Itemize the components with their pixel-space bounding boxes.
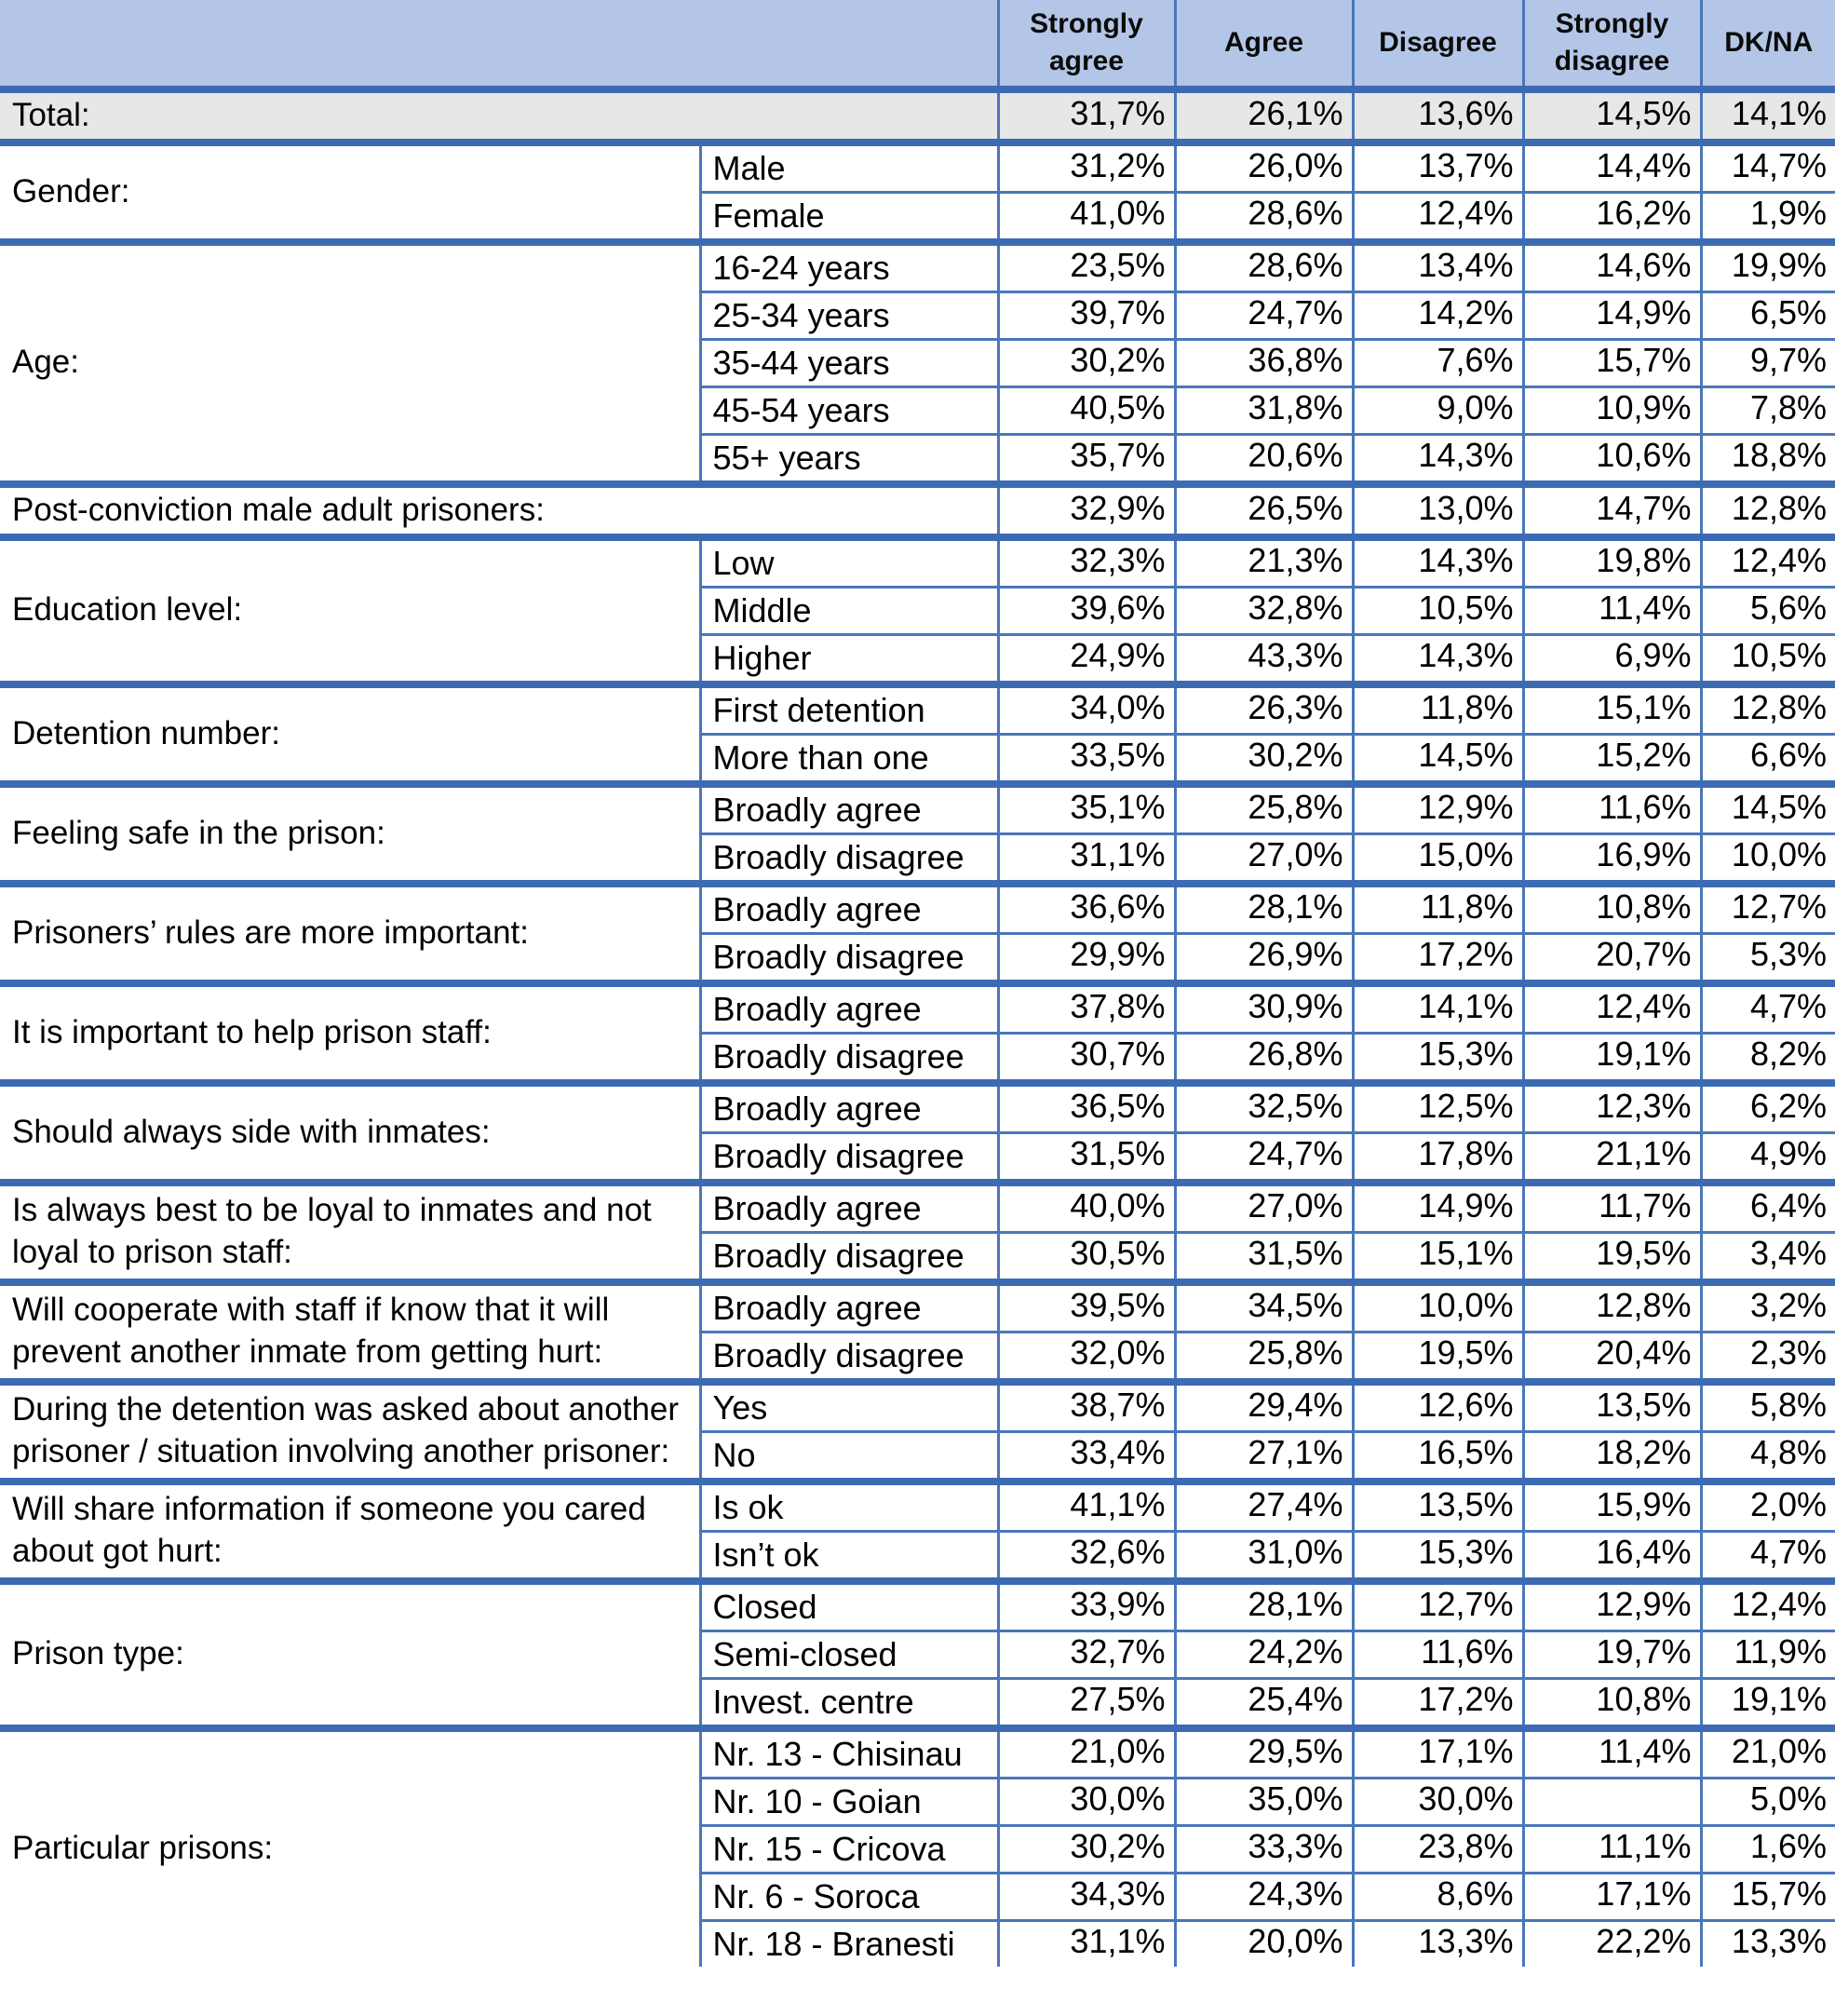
value-cell: 28,1% [1175, 1581, 1353, 1631]
category-label: Total: [0, 89, 998, 142]
subcategory-label: Isn’t ok [700, 1531, 998, 1581]
value-cell: 20,6% [1175, 434, 1353, 484]
value-cell: 41,0% [998, 192, 1175, 242]
value-cell: 37,8% [998, 983, 1175, 1034]
value-cell: 14,1% [1353, 983, 1523, 1034]
category-label: Education level: [0, 537, 700, 684]
table-row [0, 89, 1835, 142]
subcategory-label: 16-24 years [700, 242, 998, 292]
value-cell: 29,5% [1175, 1728, 1353, 1779]
value-cell: 4,8% [1701, 1431, 1835, 1482]
value-cell: 23,8% [1353, 1825, 1523, 1873]
value-cell: 34,0% [998, 684, 1175, 735]
value-cell: 15,0% [1353, 833, 1523, 884]
value-cell: 11,6% [1353, 1630, 1523, 1678]
value-cell: 31,2% [998, 142, 1175, 193]
value-cell: 12,9% [1353, 784, 1523, 834]
value-cell: 23,5% [998, 242, 1175, 292]
table-body [0, 89, 1835, 1967]
value-cell: 13,5% [1523, 1382, 1701, 1432]
value-cell: 5,3% [1701, 933, 1835, 983]
category-label: Age: [0, 242, 700, 484]
value-cell: 39,6% [998, 587, 1175, 634]
value-cell: 5,6% [1701, 587, 1835, 634]
table-row [0, 1083, 1835, 1133]
value-cell: 27,0% [1175, 833, 1353, 884]
category-label: During the detention was asked about another prisoner / situation involving another prisoner: [0, 1382, 700, 1482]
value-cell: 12,4% [1701, 537, 1835, 588]
value-cell: 19,8% [1523, 537, 1701, 588]
value-cell: 18,2% [1523, 1431, 1701, 1482]
value-cell: 7,6% [1353, 339, 1523, 386]
value-cell: 35,7% [998, 434, 1175, 484]
value-cell: 13,3% [1353, 1920, 1523, 1967]
value-cell: 6,4% [1701, 1183, 1835, 1233]
value-cell: 31,5% [998, 1132, 1175, 1183]
category-label: It is important to help prison staff: [0, 983, 700, 1083]
value-cell: 27,0% [1175, 1183, 1353, 1233]
value-cell: 6,6% [1701, 734, 1835, 784]
value-cell: 43,3% [1175, 634, 1353, 684]
category-label: Should always side with inmates: [0, 1083, 700, 1183]
value-cell: 14,3% [1353, 634, 1523, 684]
value-cell: 17,8% [1353, 1132, 1523, 1183]
value-cell: 13,3% [1701, 1920, 1835, 1967]
subcategory-label: No [700, 1431, 998, 1482]
value-cell: 31,0% [1175, 1531, 1353, 1581]
value-cell: 14,5% [1353, 734, 1523, 784]
value-cell: 4,9% [1701, 1132, 1835, 1183]
subcategory-label: 25-34 years [700, 291, 998, 339]
value-cell: 39,5% [998, 1282, 1175, 1333]
table-row [0, 1183, 1835, 1233]
value-cell: 6,5% [1701, 291, 1835, 339]
value-cell: 31,1% [998, 1920, 1175, 1967]
category-label: Will share information if someone you cared about got hurt: [0, 1482, 700, 1581]
value-cell: 32,6% [998, 1531, 1175, 1581]
subcategory-label: Broadly agree [700, 884, 998, 934]
category-label: Post-conviction male adult prisoners: [0, 484, 998, 537]
value-cell: 34,5% [1175, 1282, 1353, 1333]
value-cell: 14,3% [1353, 537, 1523, 588]
value-cell: 10,0% [1701, 833, 1835, 884]
value-cell: 20,4% [1523, 1332, 1701, 1382]
subcategory-label: Broadly disagree [700, 1033, 998, 1083]
value-cell: 11,7% [1523, 1183, 1701, 1233]
subcategory-label: Low [700, 537, 998, 588]
value-cell: 38,7% [998, 1382, 1175, 1432]
value-cell: 13,7% [1353, 142, 1523, 193]
value-cell: 28,6% [1175, 192, 1353, 242]
value-cell: 18,8% [1701, 434, 1835, 484]
value-cell: 22,2% [1523, 1920, 1701, 1967]
value-cell: 34,3% [998, 1873, 1175, 1920]
header-row [0, 0, 1835, 89]
value-cell: 17,2% [1353, 933, 1523, 983]
category-label: Particular prisons: [0, 1728, 700, 1967]
value-cell: 19,1% [1701, 1678, 1835, 1728]
subcategory-label: Nr. 18 - Branesti [700, 1920, 998, 1967]
value-cell: 27,5% [998, 1678, 1175, 1728]
subcategory-label: Broadly agree [700, 1083, 998, 1133]
value-cell: 14,6% [1523, 242, 1701, 292]
value-cell: 16,2% [1523, 192, 1701, 242]
value-cell: 4,7% [1701, 983, 1835, 1034]
value-cell: 11,4% [1523, 587, 1701, 634]
subcategory-label: Closed [700, 1581, 998, 1631]
value-cell: 8,6% [1353, 1873, 1523, 1920]
category-label: Prison type: [0, 1581, 700, 1728]
value-cell: 19,1% [1523, 1033, 1701, 1083]
table-row [0, 884, 1835, 934]
value-cell: 14,5% [1701, 784, 1835, 834]
value-cell: 13,6% [1353, 89, 1523, 142]
value-cell: 14,9% [1523, 291, 1701, 339]
value-cell: 11,4% [1523, 1728, 1701, 1779]
value-cell: 24,7% [1175, 1132, 1353, 1183]
subcategory-label: Nr. 6 - Soroca [700, 1873, 998, 1920]
value-cell: 32,0% [998, 1332, 1175, 1382]
value-cell: 14,1% [1701, 89, 1835, 142]
value-cell: 30,9% [1175, 983, 1353, 1034]
value-cell: 30,7% [998, 1033, 1175, 1083]
value-cell: 12,9% [1523, 1581, 1701, 1631]
value-cell: 24,9% [998, 634, 1175, 684]
value-cell: 12,7% [1353, 1581, 1523, 1631]
table-row [0, 784, 1835, 834]
value-cell: 11,9% [1701, 1630, 1835, 1678]
value-cell: 5,8% [1701, 1382, 1835, 1432]
value-cell: 30,0% [1353, 1778, 1523, 1825]
value-cell: 24,3% [1175, 1873, 1353, 1920]
subcategory-label: 55+ years [700, 434, 998, 484]
subcategory-label: Invest. centre [700, 1678, 998, 1728]
value-cell: 31,8% [1175, 386, 1353, 434]
table-header [0, 0, 1835, 89]
value-cell: 21,1% [1523, 1132, 1701, 1183]
value-cell: 14,4% [1523, 142, 1701, 193]
value-cell: 13,5% [1353, 1482, 1523, 1532]
column-header-strongly-agree: Strongly agree [998, 0, 1175, 89]
value-cell: 8,2% [1701, 1033, 1835, 1083]
subcategory-label: Middle [700, 587, 998, 634]
column-header-disagree: Disagree [1353, 0, 1523, 89]
subcategory-label: More than one [700, 734, 998, 784]
value-cell: 31,7% [998, 89, 1175, 142]
value-cell: 14,3% [1353, 434, 1523, 484]
value-cell: 26,9% [1175, 933, 1353, 983]
value-cell: 40,0% [998, 1183, 1175, 1233]
value-cell: 10,9% [1523, 386, 1701, 434]
table-row [0, 484, 1835, 537]
value-cell: 15,1% [1353, 1232, 1523, 1282]
table-row [0, 1581, 1835, 1631]
value-cell: 1,6% [1701, 1825, 1835, 1873]
value-cell: 5,0% [1701, 1778, 1835, 1825]
value-cell: 19,9% [1701, 242, 1835, 292]
table-row [0, 983, 1835, 1034]
corner-cell [0, 0, 998, 89]
value-cell: 11,8% [1353, 884, 1523, 934]
table-row [0, 1282, 1835, 1333]
value-cell: 17,1% [1523, 1873, 1701, 1920]
value-cell: 36,6% [998, 884, 1175, 934]
value-cell: 35,0% [1175, 1778, 1353, 1825]
value-cell: 26,5% [1175, 484, 1353, 537]
column-header-dkna: DK/NA [1701, 0, 1835, 89]
value-cell: 32,9% [998, 484, 1175, 537]
value-cell: 12,6% [1353, 1382, 1523, 1432]
value-cell: 30,2% [1175, 734, 1353, 784]
value-cell: 10,6% [1523, 434, 1701, 484]
subcategory-label: Broadly disagree [700, 933, 998, 983]
subcategory-label: Nr. 13 - Chisinau [700, 1728, 998, 1779]
value-cell: 11,8% [1353, 684, 1523, 735]
subcategory-label: Broadly disagree [700, 1332, 998, 1382]
value-cell: 4,7% [1701, 1531, 1835, 1581]
value-cell: 12,4% [1523, 983, 1701, 1034]
subcategory-label: Broadly agree [700, 784, 998, 834]
value-cell: 12,8% [1523, 1282, 1701, 1333]
value-cell: 25,4% [1175, 1678, 1353, 1728]
table-row [0, 537, 1835, 588]
value-cell: 14,7% [1523, 484, 1701, 537]
value-cell: 10,5% [1353, 587, 1523, 634]
value-cell: 12,5% [1353, 1083, 1523, 1133]
value-cell: 15,7% [1523, 339, 1701, 386]
value-cell: 19,7% [1523, 1630, 1701, 1678]
value-cell: 11,6% [1523, 784, 1701, 834]
value-cell: 31,1% [998, 833, 1175, 884]
value-cell: 31,5% [1175, 1232, 1353, 1282]
value-cell: 28,6% [1175, 242, 1353, 292]
value-cell: 24,7% [1175, 291, 1353, 339]
table-row [0, 684, 1835, 735]
value-cell: 14,5% [1523, 89, 1701, 142]
value-cell: 9,0% [1353, 386, 1523, 434]
value-cell: 26,3% [1175, 684, 1353, 735]
column-header-agree: Agree [1175, 0, 1353, 89]
subcategory-label: Broadly disagree [700, 1132, 998, 1183]
value-cell: 16,4% [1523, 1531, 1701, 1581]
value-cell: 39,7% [998, 291, 1175, 339]
value-cell: 30,2% [998, 1825, 1175, 1873]
subcategory-label: Semi-closed [700, 1630, 998, 1678]
category-label: Prisoners’ rules are more important: [0, 884, 700, 983]
table-row [0, 142, 1835, 193]
value-cell: 32,7% [998, 1630, 1175, 1678]
category-label: Will cooperate with staff if know that it will prevent another inmate from getting hurt: [0, 1282, 700, 1382]
value-cell: 10,5% [1701, 634, 1835, 684]
value-cell: 16,9% [1523, 833, 1701, 884]
value-cell: 36,8% [1175, 339, 1353, 386]
value-cell: 32,8% [1175, 587, 1353, 634]
value-cell: 25,8% [1175, 784, 1353, 834]
value-cell: 21,0% [998, 1728, 1175, 1779]
value-cell: 14,2% [1353, 291, 1523, 339]
value-cell: 32,5% [1175, 1083, 1353, 1133]
subcategory-label: Broadly agree [700, 1183, 998, 1233]
category-label: Is always best to be loyal to inmates and not loyal to prison staff: [0, 1183, 700, 1282]
value-cell: 28,1% [1175, 884, 1353, 934]
value-cell: 2,0% [1701, 1482, 1835, 1532]
value-cell: 12,8% [1701, 684, 1835, 735]
value-cell: 20,0% [1175, 1920, 1353, 1967]
value-cell: 19,5% [1353, 1332, 1523, 1382]
value-cell: 24,2% [1175, 1630, 1353, 1678]
subcategory-label: Nr. 15 - Cricova [700, 1825, 998, 1873]
subcategory-label: 35-44 years [700, 339, 998, 386]
value-cell: 27,1% [1175, 1431, 1353, 1482]
value-cell: 6,9% [1523, 634, 1701, 684]
value-cell: 17,1% [1353, 1728, 1523, 1779]
subcategory-label: Broadly agree [700, 1282, 998, 1333]
value-cell: 30,0% [998, 1778, 1175, 1825]
value-cell: 12,4% [1353, 192, 1523, 242]
category-label: Feeling safe in the prison: [0, 784, 700, 884]
table-row [0, 1382, 1835, 1432]
subcategory-label: 45-54 years [700, 386, 998, 434]
value-cell: 1,9% [1701, 192, 1835, 242]
value-cell: 41,1% [998, 1482, 1175, 1532]
value-cell: 13,0% [1353, 484, 1523, 537]
value-cell: 26,8% [1175, 1033, 1353, 1083]
value-cell: 9,7% [1701, 339, 1835, 386]
value-cell: 33,3% [1175, 1825, 1353, 1873]
value-cell: 14,7% [1701, 142, 1835, 193]
value-cell: 30,2% [998, 339, 1175, 386]
subcategory-label: Broadly disagree [700, 833, 998, 884]
value-cell: 11,1% [1523, 1825, 1701, 1873]
value-cell: 29,9% [998, 933, 1175, 983]
value-cell: 13,4% [1353, 242, 1523, 292]
value-cell: 19,5% [1523, 1232, 1701, 1282]
value-cell: 15,3% [1353, 1033, 1523, 1083]
value-cell: 15,3% [1353, 1531, 1523, 1581]
value-cell: 15,7% [1701, 1873, 1835, 1920]
value-cell: 3,2% [1701, 1282, 1835, 1333]
value-cell [1523, 1778, 1701, 1825]
value-cell: 12,4% [1701, 1581, 1835, 1631]
value-cell: 21,3% [1175, 537, 1353, 588]
value-cell: 12,7% [1701, 884, 1835, 934]
value-cell: 33,5% [998, 734, 1175, 784]
value-cell: 17,2% [1353, 1678, 1523, 1728]
subcategory-label: First detention [700, 684, 998, 735]
value-cell: 36,5% [998, 1083, 1175, 1133]
value-cell: 3,4% [1701, 1232, 1835, 1282]
value-cell: 12,3% [1523, 1083, 1701, 1133]
subcategory-label: Broadly disagree [700, 1232, 998, 1282]
value-cell: 35,1% [998, 784, 1175, 834]
value-cell: 14,9% [1353, 1183, 1523, 1233]
value-cell: 25,8% [1175, 1332, 1353, 1382]
value-cell: 40,5% [998, 386, 1175, 434]
value-cell: 7,8% [1701, 386, 1835, 434]
value-cell: 21,0% [1701, 1728, 1835, 1779]
category-label: Gender: [0, 142, 700, 242]
value-cell: 10,8% [1523, 884, 1701, 934]
value-cell: 27,4% [1175, 1482, 1353, 1532]
value-cell: 30,5% [998, 1232, 1175, 1282]
value-cell: 32,3% [998, 537, 1175, 588]
value-cell: 10,8% [1523, 1678, 1701, 1728]
subcategory-label: Female [700, 192, 998, 242]
subcategory-label: Yes [700, 1382, 998, 1432]
value-cell: 12,8% [1701, 484, 1835, 537]
value-cell: 15,2% [1523, 734, 1701, 784]
value-cell: 16,5% [1353, 1431, 1523, 1482]
value-cell: 26,0% [1175, 142, 1353, 193]
column-header-strongly-disagree: Strongly disagree [1523, 0, 1701, 89]
value-cell: 26,1% [1175, 89, 1353, 142]
table-row [0, 242, 1835, 292]
subcategory-label: Male [700, 142, 998, 193]
value-cell: 20,7% [1523, 933, 1701, 983]
value-cell: 15,9% [1523, 1482, 1701, 1532]
subcategory-label: Higher [700, 634, 998, 684]
subcategory-label: Broadly agree [700, 983, 998, 1034]
table-row [0, 1482, 1835, 1532]
table-row [0, 1728, 1835, 1779]
subcategory-label: Nr. 10 - Goian [700, 1778, 998, 1825]
value-cell: 2,3% [1701, 1332, 1835, 1382]
value-cell: 6,2% [1701, 1083, 1835, 1133]
value-cell: 33,4% [998, 1431, 1175, 1482]
category-label: Detention number: [0, 684, 700, 784]
value-cell: 33,9% [998, 1581, 1175, 1631]
value-cell: 10,0% [1353, 1282, 1523, 1333]
subcategory-label: Is ok [700, 1482, 998, 1532]
value-cell: 29,4% [1175, 1382, 1353, 1432]
value-cell: 15,1% [1523, 684, 1701, 735]
